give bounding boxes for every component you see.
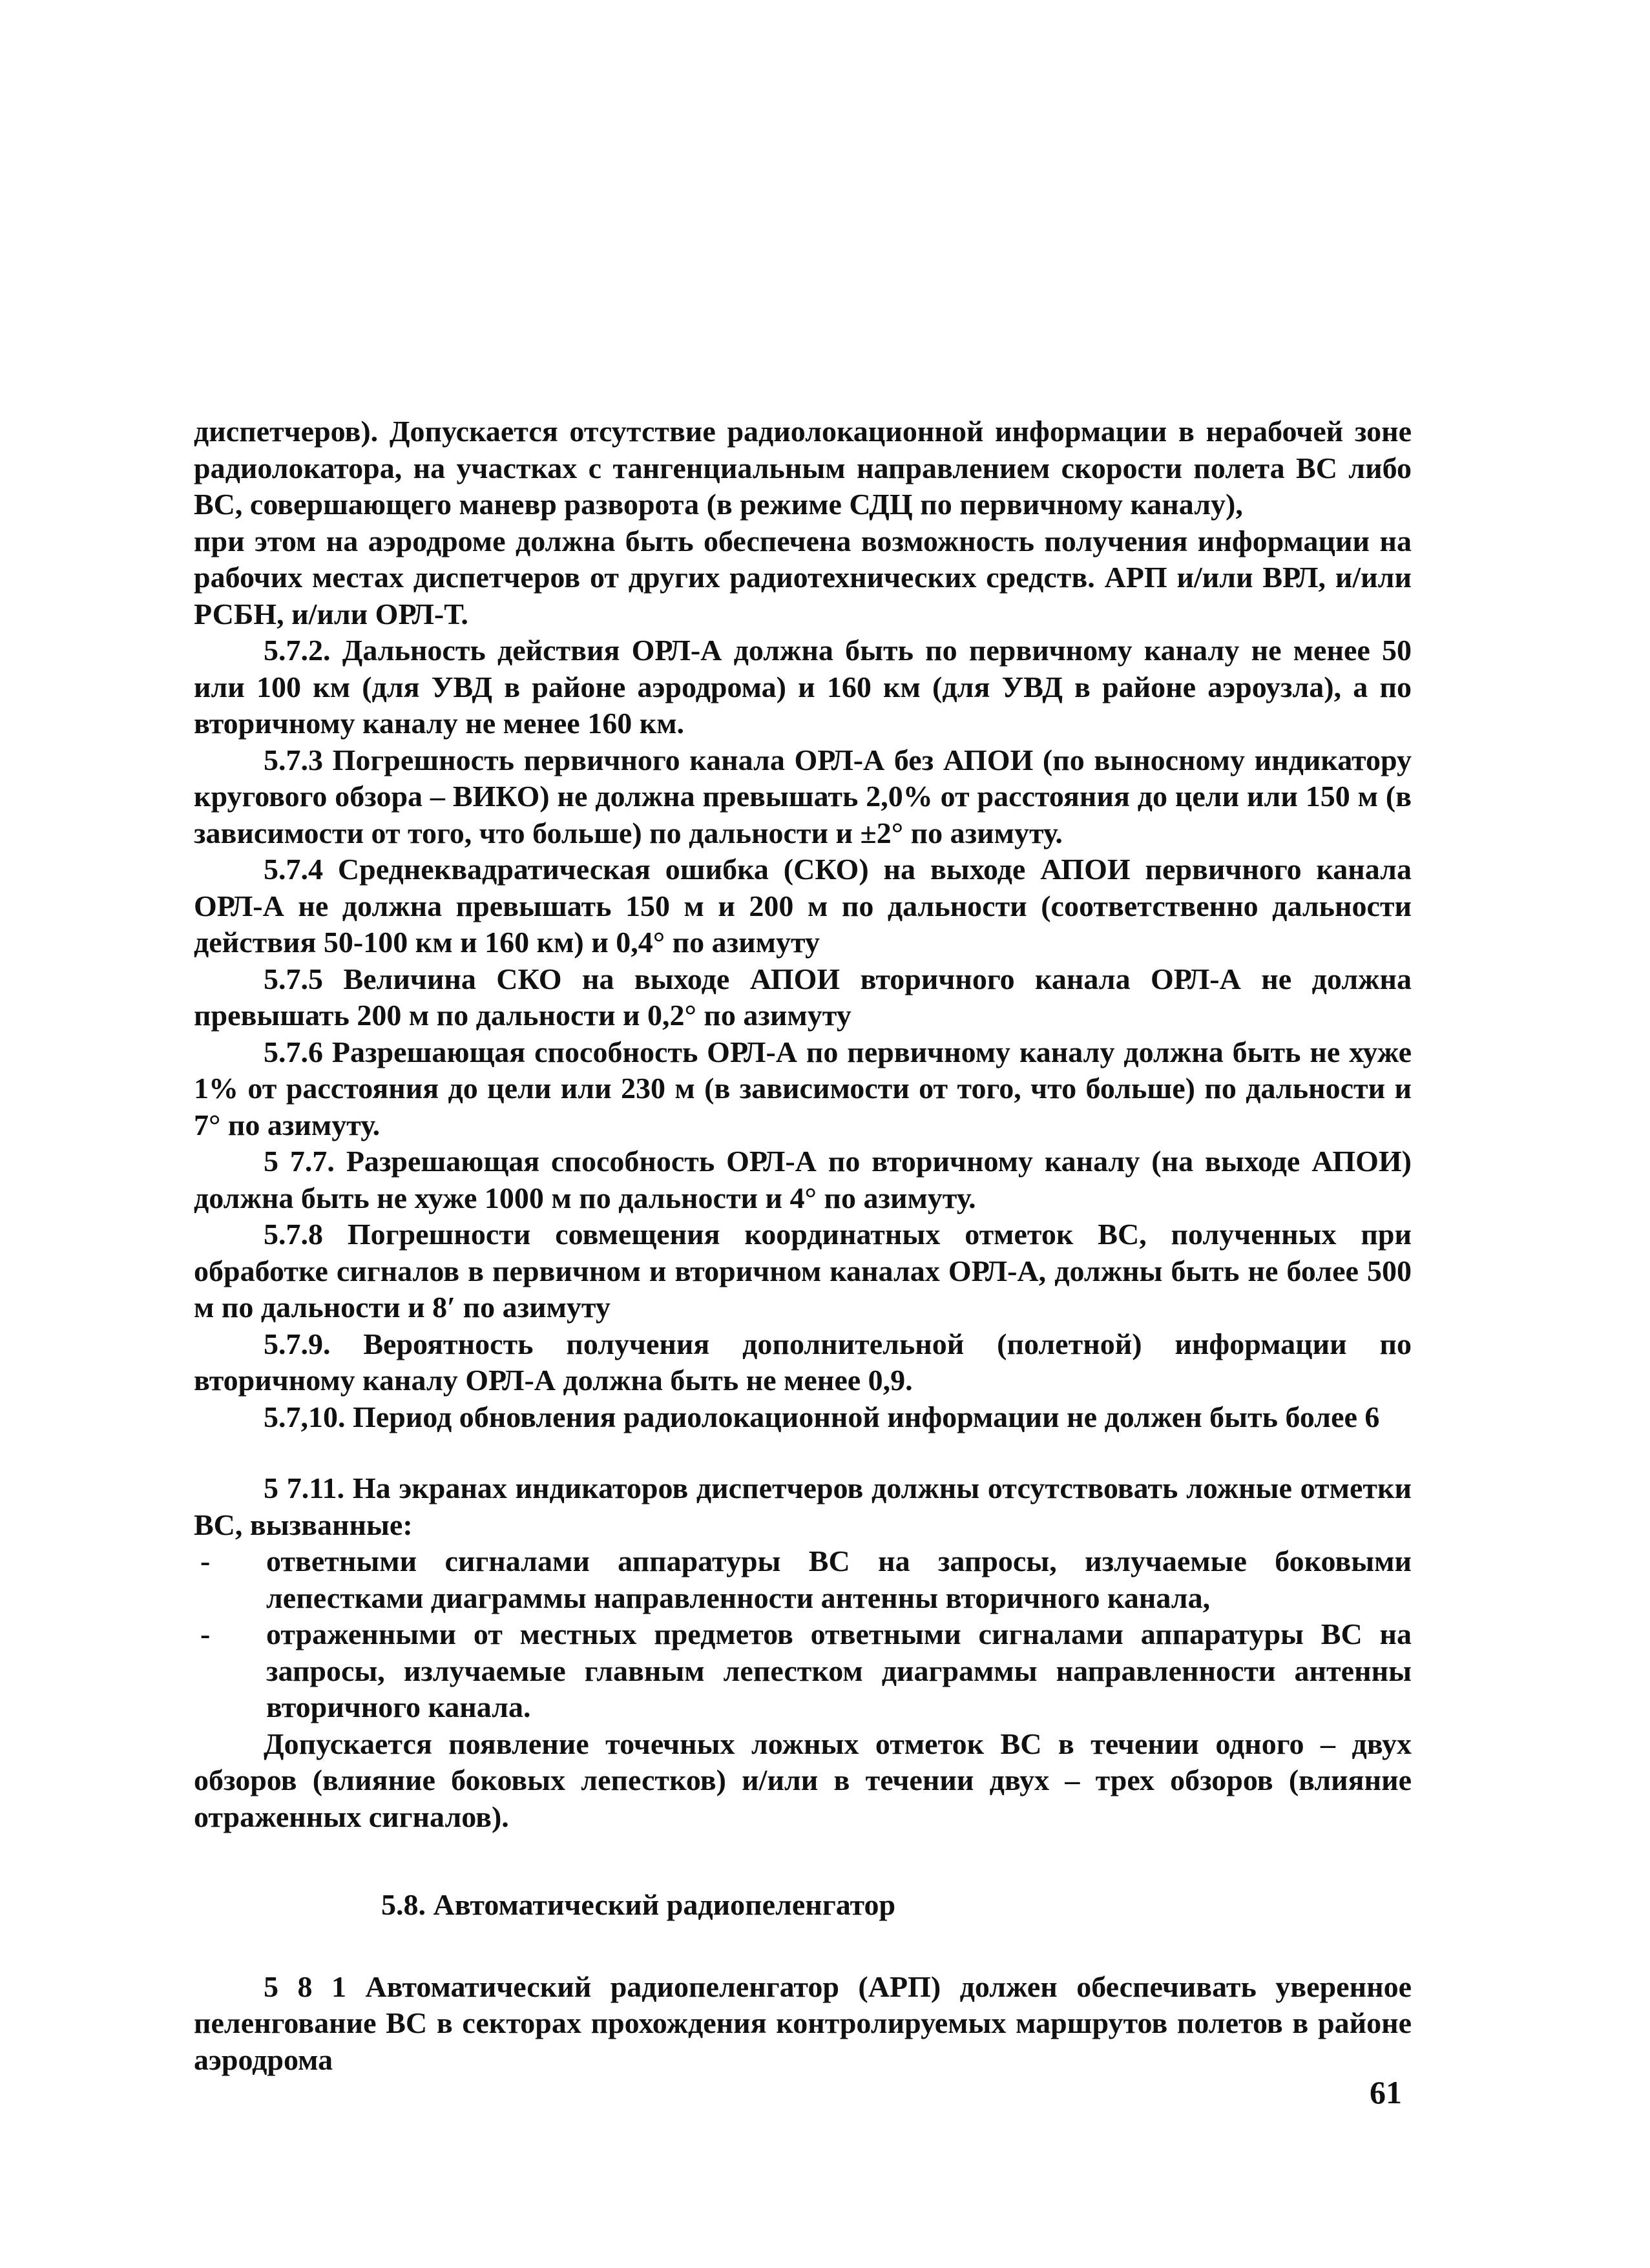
paragraph-5-7-11: 5 7.11. На экранах индикаторов диспетчеров должны отсутствовать ложные отметки ВС, вызванные: [194,1472,1412,1541]
paragraph-5-7-2: 5.7.2. Дальность действия ОРЛ-А должна быть по первичному каналу не менее 50 или 100 км (для УВД в районе аэродрома) и 160 км (для УВД в районе аэроузла), а по вторичному каналу не менее 160 км. [194,634,1412,740]
paragraph-5-8-1: 5 8 1 Автоматический радиопеленгатор (АРП) должен обеспечивать уверенное пеленгование ВС в секторах прохождения контролируемых маршрутов полетов в районе аэродрома [194,1970,1412,2076]
list-item [194,1543,1412,1616]
list-item-text: ответными сигналами аппаратуры ВС на запросы, излучаемые боковыми лепестками диаграммы направленности антенны вторичного канала, [266,1545,1412,1614]
paragraph-5-7-7: 5 7.7. Разрешающая способность ОРЛ-А по вторичному каналу (на выходе АПОИ) должна быть не хуже 1000 м по дальности и 4° по азимуту. [194,1145,1412,1214]
paragraph-aerodrome-means: при этом на аэродроме должна быть обеспечена возможность получения информации на рабочих местах диспетчеров от других радиотехнических средств. АРП и/или ВРЛ, и/или РСБН, и/или ОРЛ-Т. [194,524,1412,630]
page-number: 61 [1370,2074,1402,2110]
paragraph-5-7-4: 5.7.4 Среднеквадратическая ошибка (СКО) на выходе АПОИ первичного канала ОРЛ-А не должна превышать 150 м и 200 м по дальности (соответственно дальности действия 50-100 км и 160 км) и 0,4° по азимуту [194,853,1412,959]
page-body [194,413,1412,2078]
list-item-text: отраженными от местных предметов ответными сигналами аппаратуры ВС на запросы, излучаемые главным лепестком диаграммы направленности антенны вторичного канала. [266,1618,1412,1723]
paragraph-5-7-5: 5.7.5 Величина СКО на выходе АПОИ вторичного канала ОРЛ-А не должна превышать 200 м по дальности и 0,2° по азимуту [194,962,1412,1032]
paragraph-5-7-8: 5.7.8 Погрешности совмещения координатных отметок ВС, полученных при обработке сигналов в первичном и вторичном каналах ОРЛ-А, должны быть не более 500 м по дальности и 8′ по азимуту [194,1218,1412,1324]
paragraph-false-marks-note: Допускается появление точечных ложных отметок ВС в течении одного – двух обзоров (влияние боковых лепестков) и/или в течении двух – трех обзоров (влияние отраженных сигналов). [194,1727,1412,1833]
list-marker: - [200,1545,211,1577]
paragraph-5-7-9: 5.7.9. Вероятность получения дополнительной (полетной) информации по вторичному каналу ОРЛ-А должна быть не менее 0,9. [194,1327,1412,1397]
paragraph-5-7-10: 5.7,10. Период обновления радиолокационной информации не должен быть более 6 [264,1400,1380,1433]
list-marker: - [200,1618,211,1650]
section-heading: 5.8. Автоматический радиопеленгатор [381,1888,896,1921]
paragraph-5-7-6: 5.7.6 Разрешающая способность ОРЛ-А по первичному каналу должна быть не хуже 1% от расстояния до цели или 230 м (в зависимости от того, что больше) по дальности и 7° по азимуту. [194,1035,1412,1141]
paragraph-5-7-3: 5.7.3 Погрешность первичного канала ОРЛ-А без АПОИ (по выносному индикатору кругового обзора – ВИКО) не должна превышать 2,0% от расстояния до цели или 150 м (в зависимости от того, что больше) по дальности и ±2° по азимуту. [194,743,1412,849]
paragraph-continuation: диспетчеров). Допускается отсутствие радиолокационной информации в нерабочей зоне радиолокатора, на участках с тангенциальным направлением скорости полета ВС либо ВС, совершающего маневр разворота (в режиме СДЦ по первичному каналу), [194,415,1412,521]
list-item [194,1616,1412,1726]
